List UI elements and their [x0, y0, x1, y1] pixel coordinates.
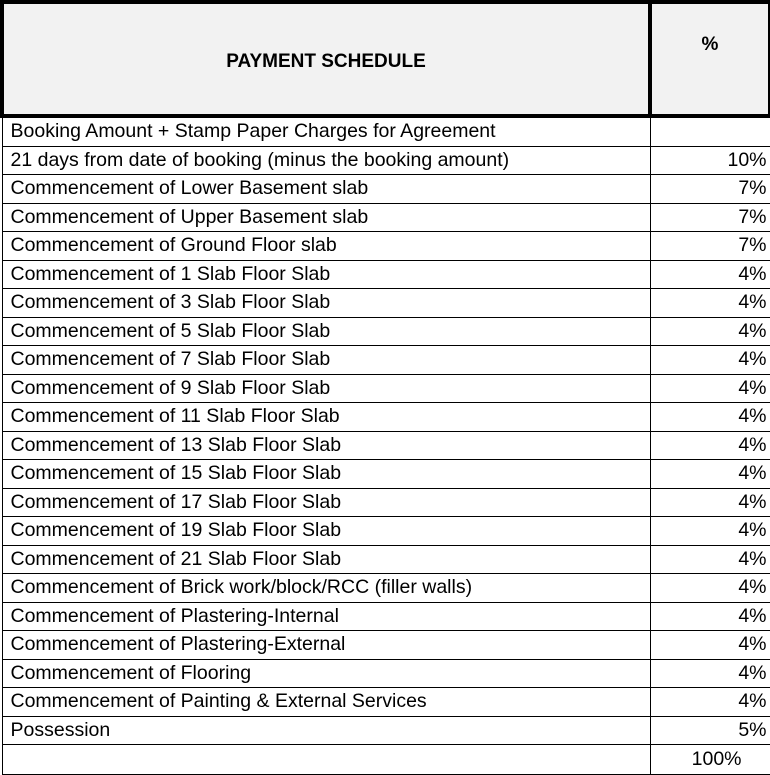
row-percent: 4% — [650, 602, 770, 631]
payment-schedule-header: PAYMENT SCHEDULE — [2, 2, 650, 116]
row-percent: 4% — [650, 659, 770, 688]
table-row — [2, 374, 770, 403]
row-percent: 4% — [650, 631, 770, 660]
row-label: 21 days from date of booking (minus the booking amount) — [2, 146, 650, 175]
table-row — [2, 116, 770, 146]
table-row — [2, 346, 770, 375]
table-row — [2, 602, 770, 631]
row-label: Commencement of 5 Slab Floor Slab — [2, 317, 650, 346]
table-row — [2, 517, 770, 546]
total-percent: 100% — [650, 745, 770, 775]
row-percent: 4% — [650, 517, 770, 546]
row-label: Commencement of 19 Slab Floor Slab — [2, 517, 650, 546]
row-label: Commencement of Painting & External Services — [2, 688, 650, 717]
table-row — [2, 688, 770, 717]
row-percent: 4% — [650, 574, 770, 603]
row-label: Commencement of 13 Slab Floor Slab — [2, 431, 650, 460]
total-row — [2, 745, 770, 775]
row-percent — [650, 116, 770, 146]
row-percent: 4% — [650, 260, 770, 289]
row-label: Commencement of 3 Slab Floor Slab — [2, 289, 650, 318]
table-row — [2, 545, 770, 574]
row-label: Possession — [2, 716, 650, 745]
row-percent: 7% — [650, 203, 770, 232]
row-label: Booking Amount + Stamp Paper Charges for Agreement — [2, 116, 650, 146]
table-row — [2, 260, 770, 289]
row-label: Commencement of Plastering-Internal — [2, 602, 650, 631]
table-row — [2, 488, 770, 517]
row-label: Commencement of Flooring — [2, 659, 650, 688]
row-percent: 4% — [650, 403, 770, 432]
table-row — [2, 631, 770, 660]
row-percent: 4% — [650, 460, 770, 489]
row-percent: 7% — [650, 175, 770, 204]
row-label: Commencement of Brick work/block/RCC (filler walls) — [2, 574, 650, 603]
total-label — [2, 745, 650, 775]
table-row — [2, 460, 770, 489]
row-label: Commencement of 21 Slab Floor Slab — [2, 545, 650, 574]
row-label: Commencement of Lower Basement slab — [2, 175, 650, 204]
row-label: Commencement of 9 Slab Floor Slab — [2, 374, 650, 403]
row-percent: 4% — [650, 545, 770, 574]
table-row — [2, 317, 770, 346]
row-label: Commencement of 7 Slab Floor Slab — [2, 346, 650, 375]
row-label: Commencement of 11 Slab Floor Slab — [2, 403, 650, 432]
row-label: Commencement of Upper Basement slab — [2, 203, 650, 232]
table-row — [2, 175, 770, 204]
table-row — [2, 574, 770, 603]
row-label: Commencement of 1 Slab Floor Slab — [2, 260, 650, 289]
row-percent: 5% — [650, 716, 770, 745]
row-percent: 4% — [650, 346, 770, 375]
row-label: Commencement of 17 Slab Floor Slab — [2, 488, 650, 517]
header-row — [2, 2, 770, 116]
table-row — [2, 403, 770, 432]
table-row — [2, 431, 770, 460]
row-percent: 4% — [650, 289, 770, 318]
row-label: Commencement of Ground Floor slab — [2, 232, 650, 261]
row-percent: 10% — [650, 146, 770, 175]
row-label: Commencement of 15 Slab Floor Slab — [2, 460, 650, 489]
row-percent: 4% — [650, 688, 770, 717]
row-percent: 7% — [650, 232, 770, 261]
table-row — [2, 659, 770, 688]
table-row — [2, 232, 770, 261]
table-row — [2, 716, 770, 745]
table-row — [2, 203, 770, 232]
row-percent: 4% — [650, 317, 770, 346]
row-percent: 4% — [650, 431, 770, 460]
table-row — [2, 289, 770, 318]
row-percent: 4% — [650, 374, 770, 403]
table-row — [2, 146, 770, 175]
percent-header: % — [650, 2, 770, 116]
row-percent: 4% — [650, 488, 770, 517]
row-label: Commencement of Plastering-External — [2, 631, 650, 660]
